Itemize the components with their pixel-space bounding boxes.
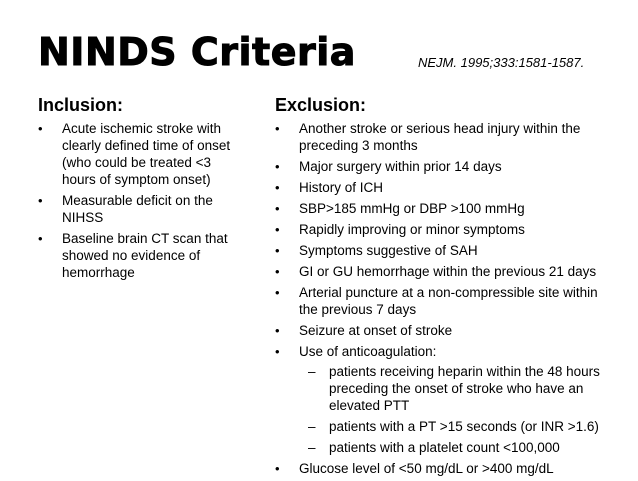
subitem-text: patients receiving heparin within the 48 hours preceding the onset of stroke who have an elevated PTT	[329, 364, 600, 413]
exclusion-item-text: SBP>185 mmHg or DBP >100 mmHg	[299, 201, 525, 216]
bullet-icon: •	[38, 193, 43, 208]
exclusion-heading: Exclusion:	[275, 95, 367, 115]
citation: NEJM. 1995;333:1581-1587.	[418, 55, 585, 70]
exclusion-item-text: Use of anticoagulation:	[299, 344, 437, 359]
bullet-icon: •	[275, 344, 280, 359]
bullet-icon: •	[275, 159, 280, 174]
inclusion-item	[38, 192, 243, 226]
exclusion-item	[275, 460, 620, 477]
inclusion-item-text: Measurable deficit on the NIHSS	[62, 193, 213, 225]
exclusion-item-text: Arterial puncture at a non-compressible site within the previous 7 days	[299, 285, 598, 317]
bullet-icon: •	[275, 121, 280, 136]
exclusion-list	[275, 120, 620, 481]
exclusion-item	[275, 263, 620, 280]
slide-title: NINDS Criteria	[38, 30, 356, 74]
subitem-text: patients with a PT >15 seconds (or INR >1.6)	[329, 419, 599, 434]
exclusion-item	[275, 242, 620, 259]
anticoagulation-sublist	[299, 363, 620, 456]
exclusion-item-text: Seizure at onset of stroke	[299, 323, 453, 338]
inclusion-item	[38, 120, 243, 188]
anticoagulation-subitem	[299, 439, 620, 456]
bullet-icon: •	[275, 243, 280, 258]
bullet-icon: •	[275, 180, 280, 195]
exclusion-item	[275, 284, 620, 318]
exclusion-item-text: GI or GU hemorrhage within the previous 21 days	[299, 264, 597, 279]
anticoagulation-subitem	[299, 363, 620, 414]
exclusion-item-text: History of ICH	[299, 180, 384, 195]
inclusion-item-text: Baseline brain CT scan that showed no evidence of hemorrhage	[62, 231, 228, 280]
bullet-icon: •	[275, 264, 280, 279]
inclusion-item	[38, 230, 243, 281]
exclusion-item-anticoagulation	[275, 343, 620, 456]
bullet-icon: •	[275, 201, 280, 216]
dash-icon: –	[308, 364, 316, 379]
dash-icon: –	[308, 440, 316, 455]
bullet-icon: •	[38, 121, 43, 136]
bullet-icon: •	[275, 222, 280, 237]
anticoagulation-subitem	[299, 418, 620, 435]
bullet-icon: •	[38, 231, 43, 246]
exclusion-item-text: Symptoms suggestive of SAH	[299, 243, 478, 258]
bullet-icon: •	[275, 323, 280, 338]
exclusion-item	[275, 200, 620, 217]
inclusion-item-text: Acute ischemic stroke with clearly defined time of onset (who could be treated <3 hours of symptom onset)	[62, 121, 231, 187]
dash-icon: –	[308, 419, 316, 434]
inclusion-list	[38, 120, 243, 285]
exclusion-item	[275, 158, 620, 175]
bullet-icon: •	[275, 461, 280, 476]
bullet-icon: •	[275, 285, 280, 300]
exclusion-item	[275, 179, 620, 196]
exclusion-item-text: Rapidly improving or minor symptoms	[299, 222, 525, 237]
exclusion-item-text: Glucose level of <50 mg/dL or >400 mg/dL	[299, 461, 554, 476]
exclusion-item	[275, 120, 620, 154]
inclusion-heading: Inclusion:	[38, 95, 123, 115]
exclusion-item	[275, 221, 620, 238]
exclusion-item-text: Another stroke or serious head injury within the preceding 3 months	[299, 121, 581, 153]
exclusion-item	[275, 322, 620, 339]
subitem-text: patients with a platelet count <100,000	[329, 440, 560, 455]
exclusion-item-text: Major surgery within prior 14 days	[299, 159, 502, 174]
